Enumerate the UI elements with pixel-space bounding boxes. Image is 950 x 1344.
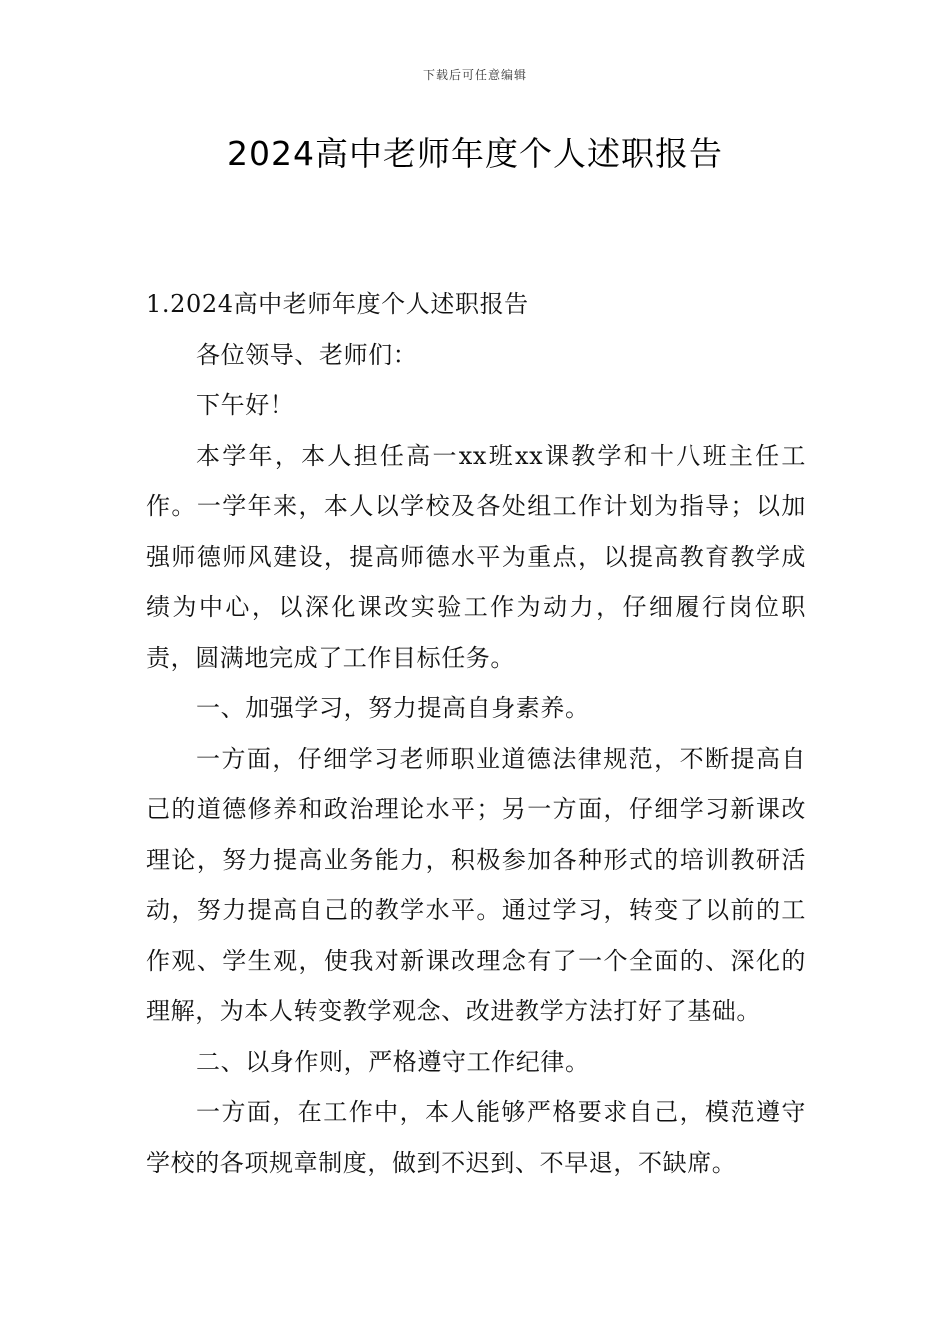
paragraph-discipline: 一方面，在工作中，本人能够严格要求自己，模范遵守学校的各项规章制度，做到不迟到、不早退，不缺席。 <box>146 1098 806 1177</box>
subheading-1: 一、加强学习，努力提高自身素养。 <box>196 694 590 722</box>
salutation: 各位领导、老师们： <box>196 340 418 369</box>
section-heading: 1.2024高中老师年度个人述职报告 <box>146 290 529 318</box>
document-title: 2024高中老师年度个人述职报告 <box>227 134 723 173</box>
header-note: 下载后可任意编辑 <box>422 68 527 82</box>
subheading-2: 二、以身作则，严格遵守工作纪律。 <box>196 1047 590 1076</box>
paragraph-intro: 本学年，本人担任高一xx班xx课教学和十八班主任工作。一学年来，本人以学校及各处组工作计划为指导；以加强师德师风建设，提高师德水平为重点，以提高教育教学成绩为中心，以深化课改实验工作为动力，仔细履行岗位职责，圆满地完成了工作目标任务。 <box>146 441 806 672</box>
greeting: 下午好！ <box>196 391 295 419</box>
paragraph-study: 一方面，仔细学习老师职业道德法律规范，不断提高自己的道德修养和政治理论水平；另一方面，仔细学习新课改理论，努力提高业务能力，积极参加各种形式的培训教研活动，努力提高自己的教学水平。通过学习，转变了以前的工作观、学生观，使我对新课改理念有了一个全面的、深化的理解，为本人转变教学观念、改进教学方法打好了基础。 <box>146 744 806 1025</box>
document-body <box>146 279 806 1188</box>
